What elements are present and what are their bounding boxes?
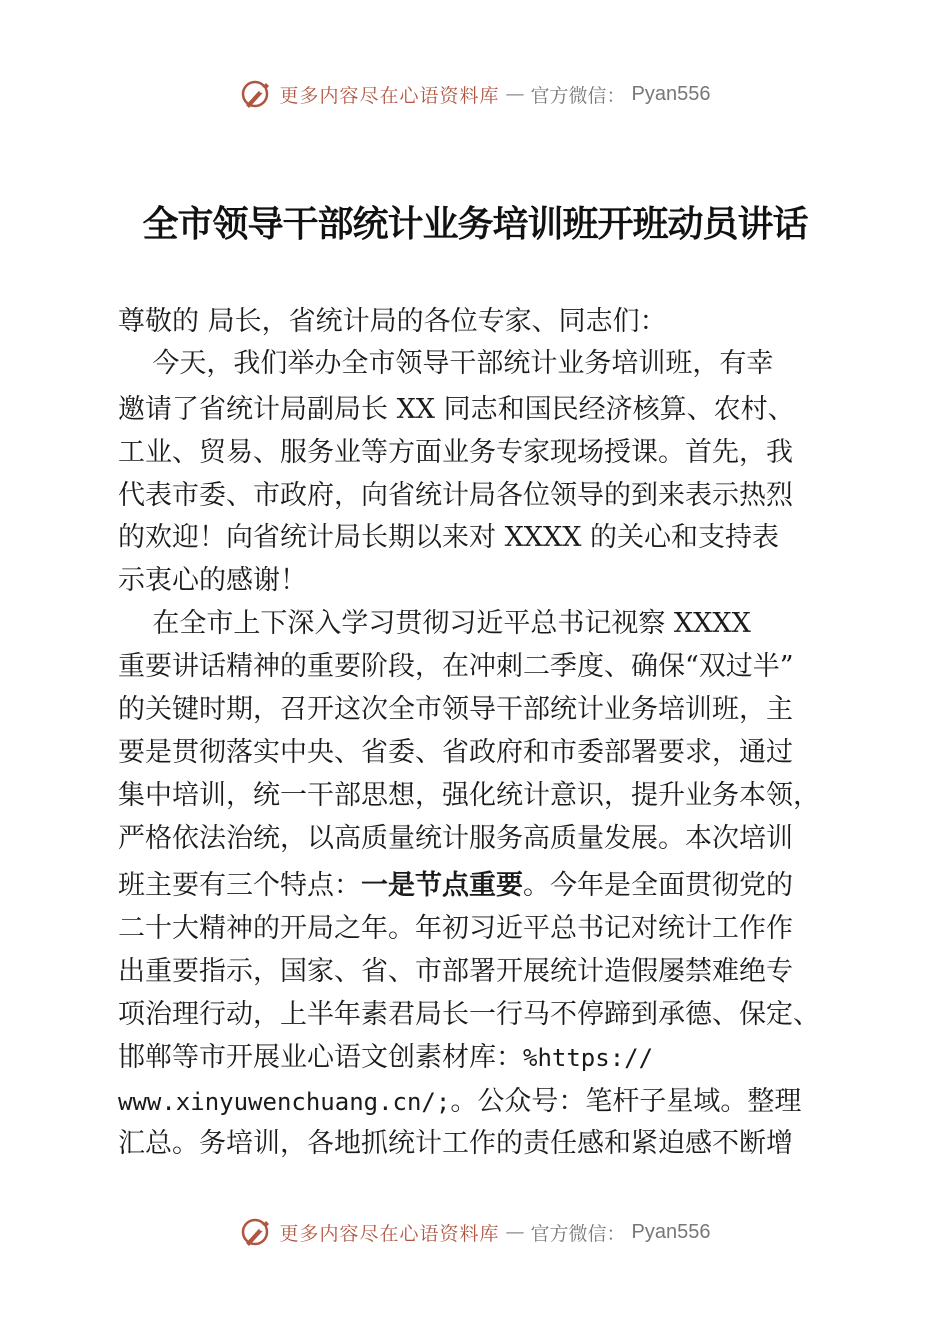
body-line: 集中培训，统一干部思想，强化统计意识，提升业务本领， <box>118 780 820 811</box>
body-line: 汇总。务培训，各地抓统计工作的责任感和紧迫感不断增 <box>118 1128 793 1159</box>
watermark-wechat-id: Pyan556 <box>631 82 711 105</box>
body-line: 二十大精神的开局之年。年初习近平总书记对统计工作作 <box>118 913 793 944</box>
url-fragment: www.xinyuwenchuang.cn/; <box>118 1088 451 1116</box>
body-line: 严格依法治统，以高质量统计服务高质量发展。本次培训 <box>118 823 793 854</box>
footer-watermark <box>0 1212 950 1252</box>
watermark-text: 更多内容尽在心语资料库 <box>279 1222 500 1245</box>
watermark-text: 更多内容尽在心语资料库 <box>279 84 500 107</box>
body-line: 在全市上下深入学习贯彻习近平总书记视察 XXXX <box>118 608 751 639</box>
body-line: 的关键时期，召开这次全市领导干部统计业务培训班，主 <box>118 694 793 725</box>
body-text: 。今年是全面贯彻党的 <box>523 870 793 901</box>
body-line: 代表市委、市政府，向省统计局各位领导的到来表示热烈 <box>118 480 793 511</box>
watermark-wechat-label: 官方微信： <box>530 1222 626 1245</box>
body-line <box>118 1040 653 1076</box>
body-line: 项治理行动，上半年素君局长一行马不停蹄到承德、保定、 <box>118 999 820 1030</box>
body-line: 出重要指示，国家、省、市部署开展统计造假屡禁难绝专 <box>118 956 793 987</box>
body-line: 尊敬的 局长，省统计局的各位专家、同志们： <box>118 306 667 337</box>
body-line: 重要讲话精神的重要阶段，在冲刺二季度、确保“双过半” <box>118 651 794 682</box>
watermark-dash: — <box>505 83 525 105</box>
body-line: 的欢迎！向省统计局长期以来对 XXXX 的关心和支持表 <box>118 522 780 553</box>
body-line <box>118 868 793 904</box>
watermark-dash: — <box>505 1221 525 1243</box>
pen-logo-icon <box>240 77 274 111</box>
bold-phrase: 一是节点重要 <box>361 870 523 901</box>
watermark-wechat-id: Pyan556 <box>631 1220 711 1243</box>
body-text: 班主要有三个特点： <box>118 870 361 901</box>
watermark-wechat-label: 官方微信： <box>530 84 626 107</box>
header-watermark <box>0 74 950 114</box>
body-line <box>118 1084 801 1120</box>
body-line: 示衷心的感谢！ <box>118 565 307 596</box>
url-fragment: %https:// <box>523 1044 654 1072</box>
body-line: 邀请了省统计局副局长 XX 同志和国民经济核算、农村、 <box>118 394 795 425</box>
body-line: 要是贯彻落实中央、省委、省政府和市委部署要求，通过 <box>118 737 793 768</box>
body-line: 今天，我们举办全市领导干部统计业务培训班，有幸 <box>118 348 774 379</box>
document-title: 全市领导干部统计业务培训班开班动员讲话 <box>142 204 808 245</box>
body-text: 。公众号：笔杆子星域。整理 <box>450 1086 802 1117</box>
body-line: 工业、贸易、服务业等方面业务专家现场授课。首先，我 <box>118 437 793 468</box>
pen-logo-icon <box>240 1215 274 1249</box>
body-text: 邯郸等市开展业心语文创素材库： <box>118 1042 523 1073</box>
